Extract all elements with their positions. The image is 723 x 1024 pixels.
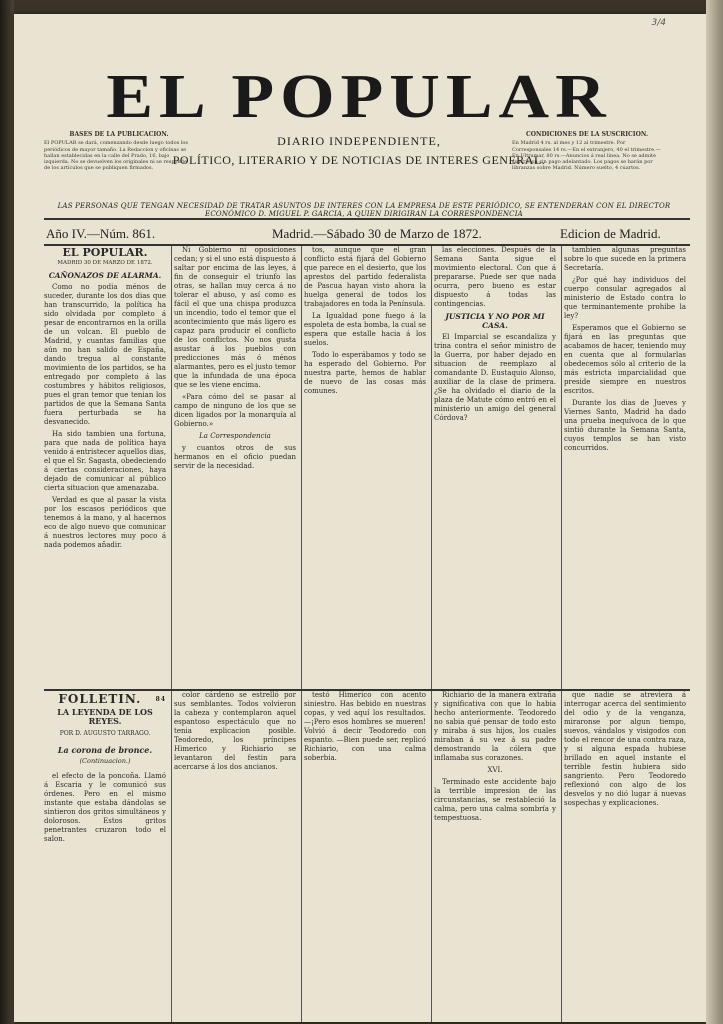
- column-1: [44, 246, 166, 688]
- folletin-column-5: [564, 691, 686, 1022]
- publication-terms: [44, 132, 194, 172]
- article-title: JUSTICIA Y NO POR MI CASA.: [445, 312, 545, 330]
- paragraph: Richiario de la manera extraña y significativa con que lo habia hecho anteriormente. Teodoredo no sabia qué pensar de todo esto y miraba á sus hijos, los cuales miraban á su vez á su padre demostrando la cólera que inflamaba sus corazones.: [434, 691, 556, 762]
- quote: «Para cómo del se pasar al campo de ninguno de los que se dicen ligados por la monarquía al Gobierno.»: [174, 393, 296, 428]
- folletin-note: (Continuacion.): [79, 757, 131, 765]
- newspaper-title: EL POPULAR: [106, 61, 612, 132]
- paragraph: las elecciones. Después de la Semana Santa sigue el movimiento electoral. Con que á prepararse. Puede ser que nada ocurra, pero bueno es estar dispuesto á todas las contingencias.: [434, 246, 556, 308]
- article-title: CAÑONAZOS DE ALARMA.: [48, 271, 162, 280]
- folletin-section-title: La corona de bronce.: [57, 745, 153, 755]
- paragraph: Terminado este accidente bajo la terrible impresion de las circunstancias, se restableció la calma, pero una calma sombría y tempestuosa.: [434, 778, 556, 822]
- paragraph: Verdad es que al pasar la vista por los escasos periódicos que tenemos á la mano, y al hacernos eco de algo nuevo que comunicar á nuestros lectores muy poco á nada podemos añadir.: [44, 496, 166, 549]
- paragraph: tos, aunque que el gran conflicto está fijará del Gobierno que parece en el desierto, que los aprestos del partido federalista de Pascua hayan visto ahora la huelga general de todos los trabajadores en toda la Península.: [304, 246, 426, 308]
- paragraph: El Imparcial se escandaliza y trina contra el señor ministro de la Guerra, por haber dejado en situacion de reemplazo al comandante D. Eustaquio Alonso, auxiliar de la clase de primera. ¿Se ha olvidado el diario de la plaza de Matute cómo entró en el ministerio un amigo del general Córdova?: [434, 333, 556, 422]
- paragraph: el efecto de la poncoña. Llamó á Escaria y le comunicó sus órdenes. Pero en el mismo instante que estaba dándolas se sintieron dos gritos simultáneos y dolorosos. Estos gritos penetrantes cruzaron todo el salon.: [44, 772, 166, 843]
- column-2: [174, 246, 296, 688]
- folletin-column-1: [44, 691, 166, 1022]
- folletin-title: LA LEYENDA DE LOS REYES.: [57, 707, 153, 726]
- paragraph: Como no podia ménos de suceder, durante los dos dias que han transcurrido, la política ha sido olvidada por completo á pesar de encontrarnos en la orilla de un volcan. El pueblo de Madrid, y cuantas familias que aún no han salido de España, dando tregua al constante movimiento de los partidos, se ha entregado por completo á las costumbres y hábitos religiosos, pues el gran temor que tenian los partidos de que la Semana Santa fuera perturbada se ha desvanecido.: [44, 283, 166, 426]
- folletin-column-3: [304, 691, 426, 1022]
- subscription-terms-text: En Madrid 4 rs. al mes y 12 al trimestre. Por Corresponsales 14 rs.—En el extranjero, 40 el trimestre.—En Ultramar, 80 rs.—Anuncios á real línea. No se admite suscricion sin pago adelantado. Los pagos se harán por libranzas sobre Madrid. Número suelto, 4 cuartos.: [512, 140, 661, 172]
- folletin-label: [44, 692, 166, 706]
- paragraph: que nadie se atreviera á interrogar acerca del sentimiento del odio y de la venganza, miraronse por algun tiempo, suevos, vándalos y visigodos con todo el rencor de una contra raza, y si alguna espada hubiese brillado en aquel instante el terrible festin hubiera sido sangriento. Pero Teodoredo reflexionó con algo de los desvelos y no dió lugar á nuevas sospechas y explicaciones.: [564, 691, 686, 807]
- paragraph: La Igualdad pone fuego á la espoleta de esta bomba, la cual se espera que estalle hacia á los suelos.: [304, 312, 426, 347]
- section-heading: EL POPULAR.: [62, 246, 148, 259]
- paragraph: tambien algunas preguntas sobre lo que sucede en la primera Secretaría.: [564, 246, 686, 272]
- subtitle: DIARIO INDEPENDIENTE,: [277, 134, 441, 148]
- paragraph: Ha sido tambien una fortuna, para que nada de política haya venido á entristecer aquellos dias, el que el Sr. Sagasta, obedeciendo á ciertas consideraciones, haya dejado de comunicar al público cierta situacion que amenazaba.: [44, 430, 166, 492]
- publication-terms-text: El POPULAR se dará, comenzando desde luego todos los periódicos de mayor tamaño. La Redaccion y oficinas se hallan establecidas en la calle del Prado, 16, bajo izquierda. No se devuelven los originales ni se responde de los artículos que se publiquen firmados.: [44, 140, 188, 172]
- folletin-column-2: [174, 691, 296, 1022]
- column-3: [304, 246, 426, 688]
- folletin-column-4: [434, 691, 556, 1022]
- paragraph: Durante los dias de Jueves y Viernes Santo, Madrid ha dado una prueba inequívoca de lo que sintió durante la Semana Santa, cuyos templos se han visto concurridos.: [564, 399, 686, 452]
- issue-date: Madrid.—Sábado 30 de Marzo de 1872.: [272, 226, 482, 241]
- newspaper-page: [14, 14, 706, 1022]
- paragraph: Esperamos que el Gobierno se fijará en las preguntas que acabamos de hacer, teniendo muy en cuenta que al formularlas obedecemos sólo al criterio de la más estricta imparcialidad que preside siempre en nuestros escritos.: [564, 324, 686, 395]
- paragraph: Ni Gobierno ni oposiciones cedan; y si el uno está dispuesto á saltar por encima de las leyes, á fin de conseguir el triunfo las otras, se hallan muy cerca á no tolerar el abuso, y así como es fácil el que una chispa produzca un incendio, todo el temor que el acontecimiento que más ligero es capaz para producir el conflicto de los conflictos. No nos gusta asustar á los pueblos con predicciones más ó ménos alarmantes, pero es el justo temor que la infundada de una época que se les viene encima.: [174, 246, 296, 389]
- folletin-section: [44, 691, 690, 1022]
- paper-name: La Correspondencia: [199, 432, 271, 440]
- chapter-number: XVI.: [487, 766, 503, 774]
- book-binding: [0, 0, 14, 1024]
- paragraph: color cárdeno se estrelló por sus semblantes. Todos volvieron la cabeza y contemplaron aquel espantoso espectáculo que no tenia explicacion posible. Teodoredo, los príncipes Himerico y Richiario se levantaron del festin para acercarse á los dos ancianos.: [174, 691, 296, 771]
- top-rule: [44, 218, 690, 220]
- archive-mark: 3/4: [651, 18, 666, 28]
- subscription-terms: [512, 132, 662, 172]
- article-columns: [44, 246, 690, 688]
- paragraph: y cuantos otros de sus hermanos en el oficio puedan servir de la necesidad.: [174, 444, 296, 470]
- publication-terms-heading: BASES DE LA PUBLICACION.: [69, 131, 169, 138]
- paragraph: testó Himerico con acento siniestro. Has bebido en nuestras copas, y ved aquí los resultados. —¡Pero esos hombres se mueren! Volvió á decir Teodoredo con espanto. —Bien puede ser, replicó Richiario, con una calma soberbia.: [304, 691, 426, 762]
- folletin-label-text: FOLLETIN.: [58, 692, 142, 706]
- paragraph: ¿Por qué hay individuos del cuerpo consular agregados al ministerio de Estado contra lo que terminantemente prohibe la ley?: [564, 276, 686, 320]
- column-4: [434, 246, 556, 688]
- page-edge: [706, 0, 723, 1024]
- subtitle-2: POLÍTICO, LITERARIO Y DE NOTICIAS DE INTERES GENERAL.: [172, 153, 546, 167]
- folletin-page: 84: [155, 696, 166, 703]
- folletin-author: POR D. AUGUSTO TARRAGO.: [59, 730, 151, 737]
- correspondence-notice: LAS PERSONAS QUE TENGAN NECESIDAD DE TRATAR ASUNTOS DE INTERES CON LA EMPRESA DE ESTE PERIÓDICO, SE ENTENDERAN CON EL DIRECTOR ECONÓMICO D. MIGUEL P. GARCIA, A QUIEN DIRIGIRAN LA CORRESPONDENCIA: [57, 202, 671, 218]
- dateline: [44, 222, 690, 244]
- paragraph: Todo lo esperábamos y todo se ha esperado del Gobierno. Por nuestra parte, hemos de hablar de nuevo de las cosas más comunes.: [304, 351, 426, 395]
- section-dateline: MADRID 30 DE MARZO DE 1872.: [57, 260, 153, 266]
- issue-number: Año IV.—Núm. 861.: [46, 226, 156, 241]
- column-5: [564, 246, 686, 688]
- subscription-terms-heading: CONDICIONES DE LA SUSCRICION.: [525, 131, 649, 138]
- edition: Edicion de Madrid.: [560, 226, 661, 241]
